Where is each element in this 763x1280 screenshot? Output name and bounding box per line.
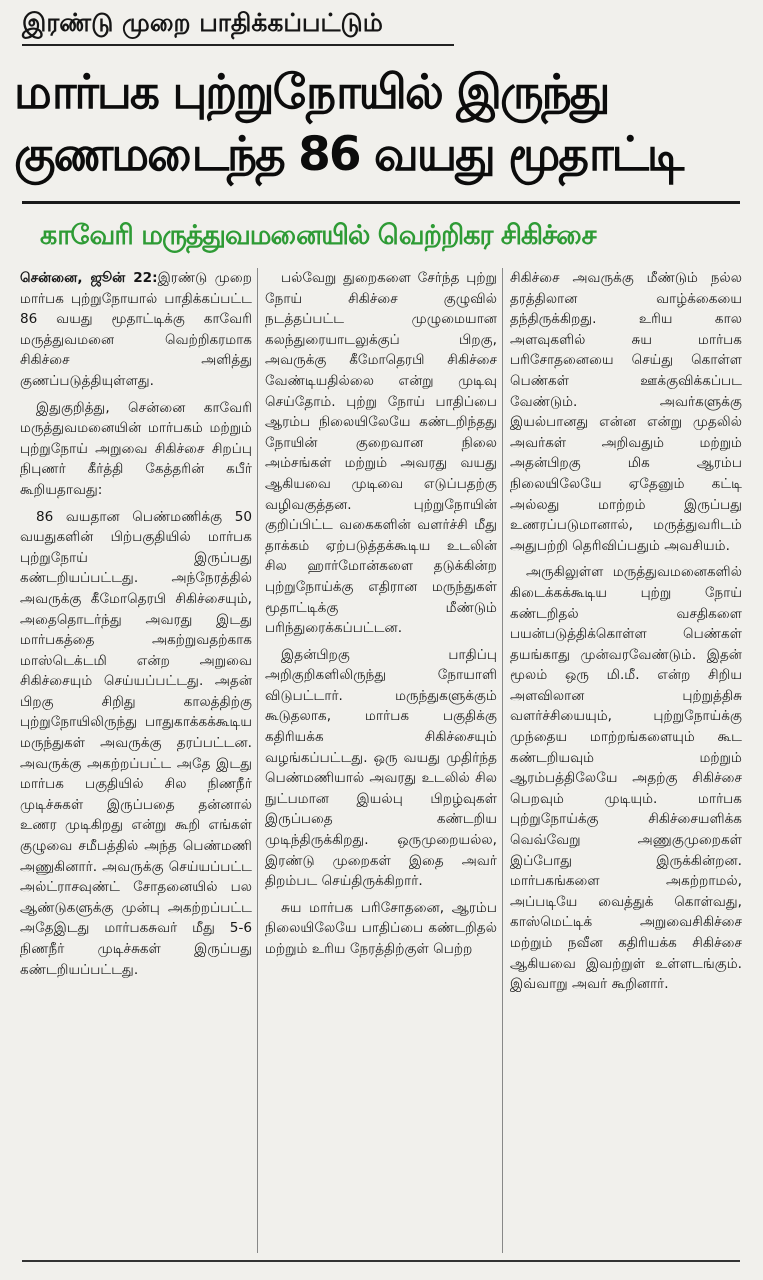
article-column-3 [510, 268, 742, 1258]
headline-line-1: மார்பக புற்றுநோயில் இருந்து [14, 65, 609, 120]
column-divider [502, 268, 503, 1253]
headline-divider [22, 201, 740, 204]
article-column-1 [20, 268, 252, 1258]
paragraph: 86 வயதான பெண்மணிக்கு 50 வயதுகளின் பிற்பகுதியில் மார்பக புற்றுநோய் இருப்பது கண்டறியப்பட்டது. அந்நேரத்தில் அவருக்கு கீமோதெரபி சிகிச்சையும், அதைதொடர்ந்து அவரது இடது மார்பகத்தை அகற்றுவதற்காக மாஸ்டெக்டமி என்ற அறுவை சிகிச்சையும் செய்யப்பட்டது. அதன் பிறகு சிறிது காலத்திற்கு புற்றுநோயிலிருந்து பாதுகாக்கக்கூடிய மருந்துகள் அவருக்கு தரப்பட்டன. அவருக்கு அகற்றப்பட்ட அதே இடது மார்பக பகுதியில் சில நிணநீர் முடிச்சுகள் இருப்பதை தன்னால் உணர முடிகிறது என்று கூறி எங்கள் குழுவை சமீபத்தில் அந்த பெண்மணி அணுகினார். அவருக்கு செய்யப்பட்ட அல்ட்ராசவுண்ட் சோதனையில் பல ஆண்டுகளுக்கு முன்பு அகற்றப்பட்ட அதேஇடது மார்பகசுவர் மீது 5-6 நிணநீர் முடிச்சுகள் இருப்பது கண்டறியப்பட்டது. [20, 508, 252, 978]
article-column-2 [265, 268, 497, 1258]
paragraph: சுய மார்பக பரிசோதனை, ஆரம்ப நிலையிலேயே பாதிப்பை கண்டறிதல் மற்றும் உரிய நேரத்திற்குள் பெற்ற [265, 899, 497, 957]
column-divider [257, 268, 258, 1253]
dateline: சென்னை, ஜூன் 22: [20, 270, 158, 286]
article-headline [14, 62, 749, 186]
paragraph: பல்வேறு துறைகளை சேர்ந்த புற்று நோய் சிகிச்சை குழுவில் நடத்தப்பட்ட முழுமையான கலந்துரையாடலுக்குப் பிறகு, அவருக்கு கீமோதெரபி சிகிச்சை வேண்டியதில்லை என்று முடிவு செய்தோம். புற்று நோய் பாதிப்பை ஆரம்ப நிலையிலேயே கண்டறிந்தது நோயின் குறைவான நிலை அம்சங்கள் மற்றும் அவரது வயது ஆகியவை முடிவை எடுப்பதற்கு வழிவகுத்தன. புற்றுநோயின் குறிப்பிட்ட வகைகளின் வளர்ச்சி மீது தாக்கம் ஏற்படுத்தக்கூடிய உடலின் சில ஹார்மோன்களை தடுக்கின்ற புற்றுநோய்க்கு எதிரான மருந்துகள் மூதாட்டிக்கு மீண்டும் பரிந்துரைக்கப்பட்டன. [265, 270, 497, 637]
kicker-underline [22, 44, 454, 46]
paragraph: அருகிலுள்ள மருத்துவமனைகளில் கிடைக்கக்கூடிய புற்று நோய் கண்டறிதல் வசதிகளை பயன்படுத்திக்கொள்ள பெண்கள் தயங்காது முன்வரவேண்டும். இதன் மூலம் ஒரு மி.மீ. என்ற சிறிய அளவிலான புற்றுத்திசு வளர்ச்சியையும், புற்றுநோய்க்கு முந்தைய மாற்றங்களையும் கூட கண்டறியவும் மற்றும் ஆரம்பத்திலேயே அதற்கு சிகிச்சை பெறவும் முடியும். மார்பக புற்றுநோய்க்கு சிகிச்சையளிக்க வெவ்வேறு அணுகுமுறைகள் இப்போது இருக்கின்றன. மார்பகங்களை அகற்றாமல், அப்படியே வைத்துக் கொள்வது, காஸ்மெட்டிக் அறுவைசிகிச்சை மற்றும் நவீன கதிரியக்க சிகிச்சை ஆகியவை இவற்றுள் உள்ளடங்கும். இவ்வாறு அவர் கூறினார். [510, 564, 742, 993]
paragraph: இதுகுறித்து, சென்னை காவேரி மருத்துவமனையின் மார்பகம் மற்றும் புற்றுநோய் அறுவை சிகிச்சை சிறப்பு நிபுணர் கீர்த்தி கேத்தரின் கபீர் கூறியதாவது: [20, 399, 252, 498]
article-subheadline: காவேரி மருத்துவமனையில் வெற்றிகர சிகிச்சை [40, 220, 596, 251]
headline-line-2: குணமடைந்த 86 வயது மூதாட்டி [14, 127, 683, 182]
paragraph: சென்னை, ஜூன் 22:இரண்டு முறை மார்பக புற்றுநோயால் பாதிக்கப்பட்ட 86 வயது மூதாட்டிக்கு காவேரி மருத்துவமனை வெற்றிகரமாக சிகிச்சை அளித்து குணப்படுத்தியுள்ளது. [20, 270, 252, 389]
article-kicker: இரண்டு முறை பாதிக்கப்பட்டும் [22, 8, 383, 37]
paragraph: இதன்பிறகு பாதிப்பு அறிகுறிகளிலிருந்து நோயாளி விடுபட்டார். மருந்துகளுக்கும் கூடுதலாக, மார்பக பகுதிக்கு கதிரியக்க சிகிச்சையும் வழங்கப்பட்டது. ஒரு வயது முதிர்ந்த பெண்மணியால் அவரது உடலில் சில நுட்பமான இயல்பு பிறழ்வுகள் இருப்பதை கண்டறிய முடிந்திருக்கிறது. ஒருமுறையல்ல, இரண்டு முறைகள் இதை அவர் திறம்பட செய்திருக்கிறார். [265, 646, 497, 890]
bottom-divider [22, 1260, 740, 1262]
paragraph: சிகிச்சை அவருக்கு மீண்டும் நல்ல தரத்திலான வாழ்க்கையை தந்திருக்கிறது. உரிய கால அளவுகளில் சுய மார்பக பரிசோதனையை செய்து கொள்ள பெண்கள் ஊக்குவிக்கப்பட வேண்டும். அவர்களுக்கு இயல்பானது என்ன என்று முதலில் அவர்கள் அறிவதும் மற்றும் அதன்பிறகு மிக ஆரம்ப நிலையிலேயே ஏதேனும் கட்டி அல்லது மாற்றம் இருப்பது உணரப்படுமானால், மருத்துவரிடம் அதுபற்றி தெரிவிப்பதும் அவசியம். [510, 270, 742, 554]
